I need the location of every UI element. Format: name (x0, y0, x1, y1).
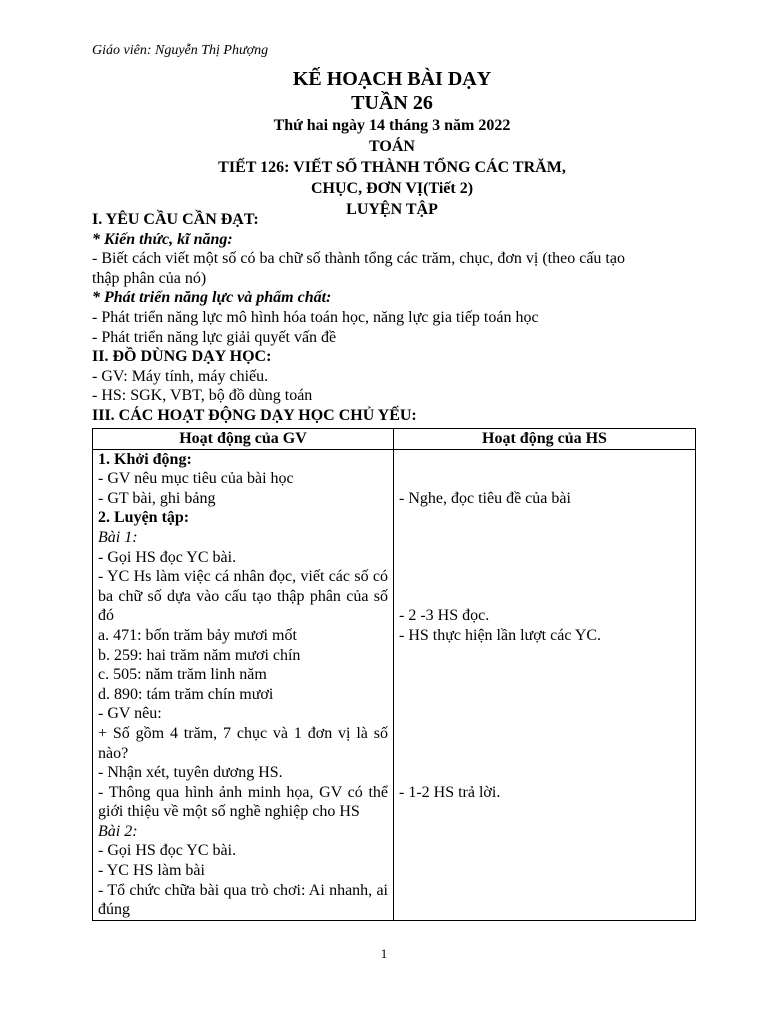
gv-line: - Tổ chức chữa bài qua trò chơi: Ai nhanh, ai đúng (98, 881, 388, 919)
knowledge-heading: * Kiến thức, kĩ năng: (92, 230, 233, 248)
hs-line: - 1-2 HS trả lời. (399, 783, 501, 801)
gv-line: - YC HS làm bài (98, 862, 205, 880)
col-header-hs: Hoạt động của HS (394, 429, 696, 450)
activities-table (92, 428, 696, 921)
gv-line: + Số gồm 4 trăm, 7 chục và 1 đơn vị là số nào? (98, 724, 388, 762)
hs-activities-cell (394, 449, 696, 920)
warmup-heading: 1. Khởi động: (98, 450, 192, 468)
gv-line: - GT bài, ghi bảng (98, 489, 216, 507)
competence-heading: * Phát triển năng lực và phẩm chất: (92, 289, 332, 307)
exercise1-heading: Bài 1: (98, 528, 138, 546)
gv-line: - YC Hs làm việc cá nhân đọc, viết các số có ba chữ số dựa vào cấu tạo thập phân của số đó (98, 568, 388, 625)
week-title: TUẦN 26 (351, 92, 433, 114)
gv-line: a. 471: bốn trăm bảy mươi mốt (98, 626, 297, 644)
knowledge-line1: - Biết cách viết một số có ba chữ số thành tổng các trăm, chục, đơn vị (theo cấu tạo (92, 250, 625, 268)
gv-activities-cell (93, 449, 394, 920)
table-row (93, 449, 696, 920)
gv-line: - Gọi HS đọc YC bài. (98, 548, 237, 566)
competence-item-1: - Phát triển năng lực mô hình hóa toán học, năng lực gia tiếp toán học (92, 308, 539, 326)
date-line: Thứ hai ngày 14 tháng 3 năm 2022 (273, 117, 511, 134)
lesson-body (92, 210, 704, 426)
section1-heading: I. YÊU CẦU CẦN ĐẠT: (92, 211, 259, 228)
exercise2-heading: Bài 2: (98, 822, 138, 840)
lesson-title-line2: CHỤC, ĐƠN VỊ(Tiết 2) (310, 180, 474, 197)
gv-line: d. 890: tám trăm chín mươi (98, 685, 274, 703)
materials-hs: - HS: SGK, VBT, bộ đồ dùng toán (92, 387, 313, 405)
materials-gv: - GV: Máy tính, máy chiếu. (92, 367, 269, 385)
teacher-name: Giáo viên: Nguyễn Thị Phượng (92, 43, 269, 58)
hs-line: - Nghe, đọc tiêu đề của bài (399, 489, 571, 507)
gv-line: - Nhận xét, tuyên dương HS. (98, 764, 283, 782)
plan-title: KẾ HOẠCH BÀI DẠY (292, 68, 492, 90)
gv-line: b. 259: hai trăm năm mươi chín (98, 646, 301, 664)
lesson-type: LUYỆN TẬP (346, 201, 438, 218)
gv-line: - GV nêu: (98, 705, 162, 723)
col-header-gv: Hoạt động của GV (93, 429, 394, 450)
section3-heading: III. CÁC HOẠT ĐỘNG DẠY HỌC CHỦ YẾU: (92, 406, 417, 424)
table-header-row (93, 429, 696, 450)
section2-heading: II. ĐỒ DÙNG DẠY HỌC: (92, 348, 272, 366)
gv-line: - Gọi HS đọc YC bài. (98, 842, 237, 860)
lesson-title-line1: TIẾT 126: VIẾT SỐ THÀNH TỔNG CÁC TRĂM, (218, 159, 566, 176)
hs-line: - 2 -3 HS đọc. (399, 607, 490, 625)
subject-title: TOÁN (369, 138, 415, 155)
gv-line: - Thông qua hình ảnh minh họa, GV có thể giới thiệu về một số nghề nghiệp cho HS (98, 783, 388, 821)
competence-item-2: - Phát triển năng lực giải quyết vấn đề (92, 328, 337, 346)
gv-line: - GV nêu mục tiêu của bài học (98, 470, 294, 488)
knowledge-line2: thập phân của nó) (92, 269, 207, 287)
page-number: 1 (380, 946, 388, 961)
title-block (92, 67, 692, 220)
practice-heading: 2. Luyện tập: (98, 509, 190, 527)
hs-line: - HS thực hiện lần lượt các YC. (399, 626, 602, 644)
gv-line: c. 505: năm trăm linh năm (98, 666, 267, 684)
